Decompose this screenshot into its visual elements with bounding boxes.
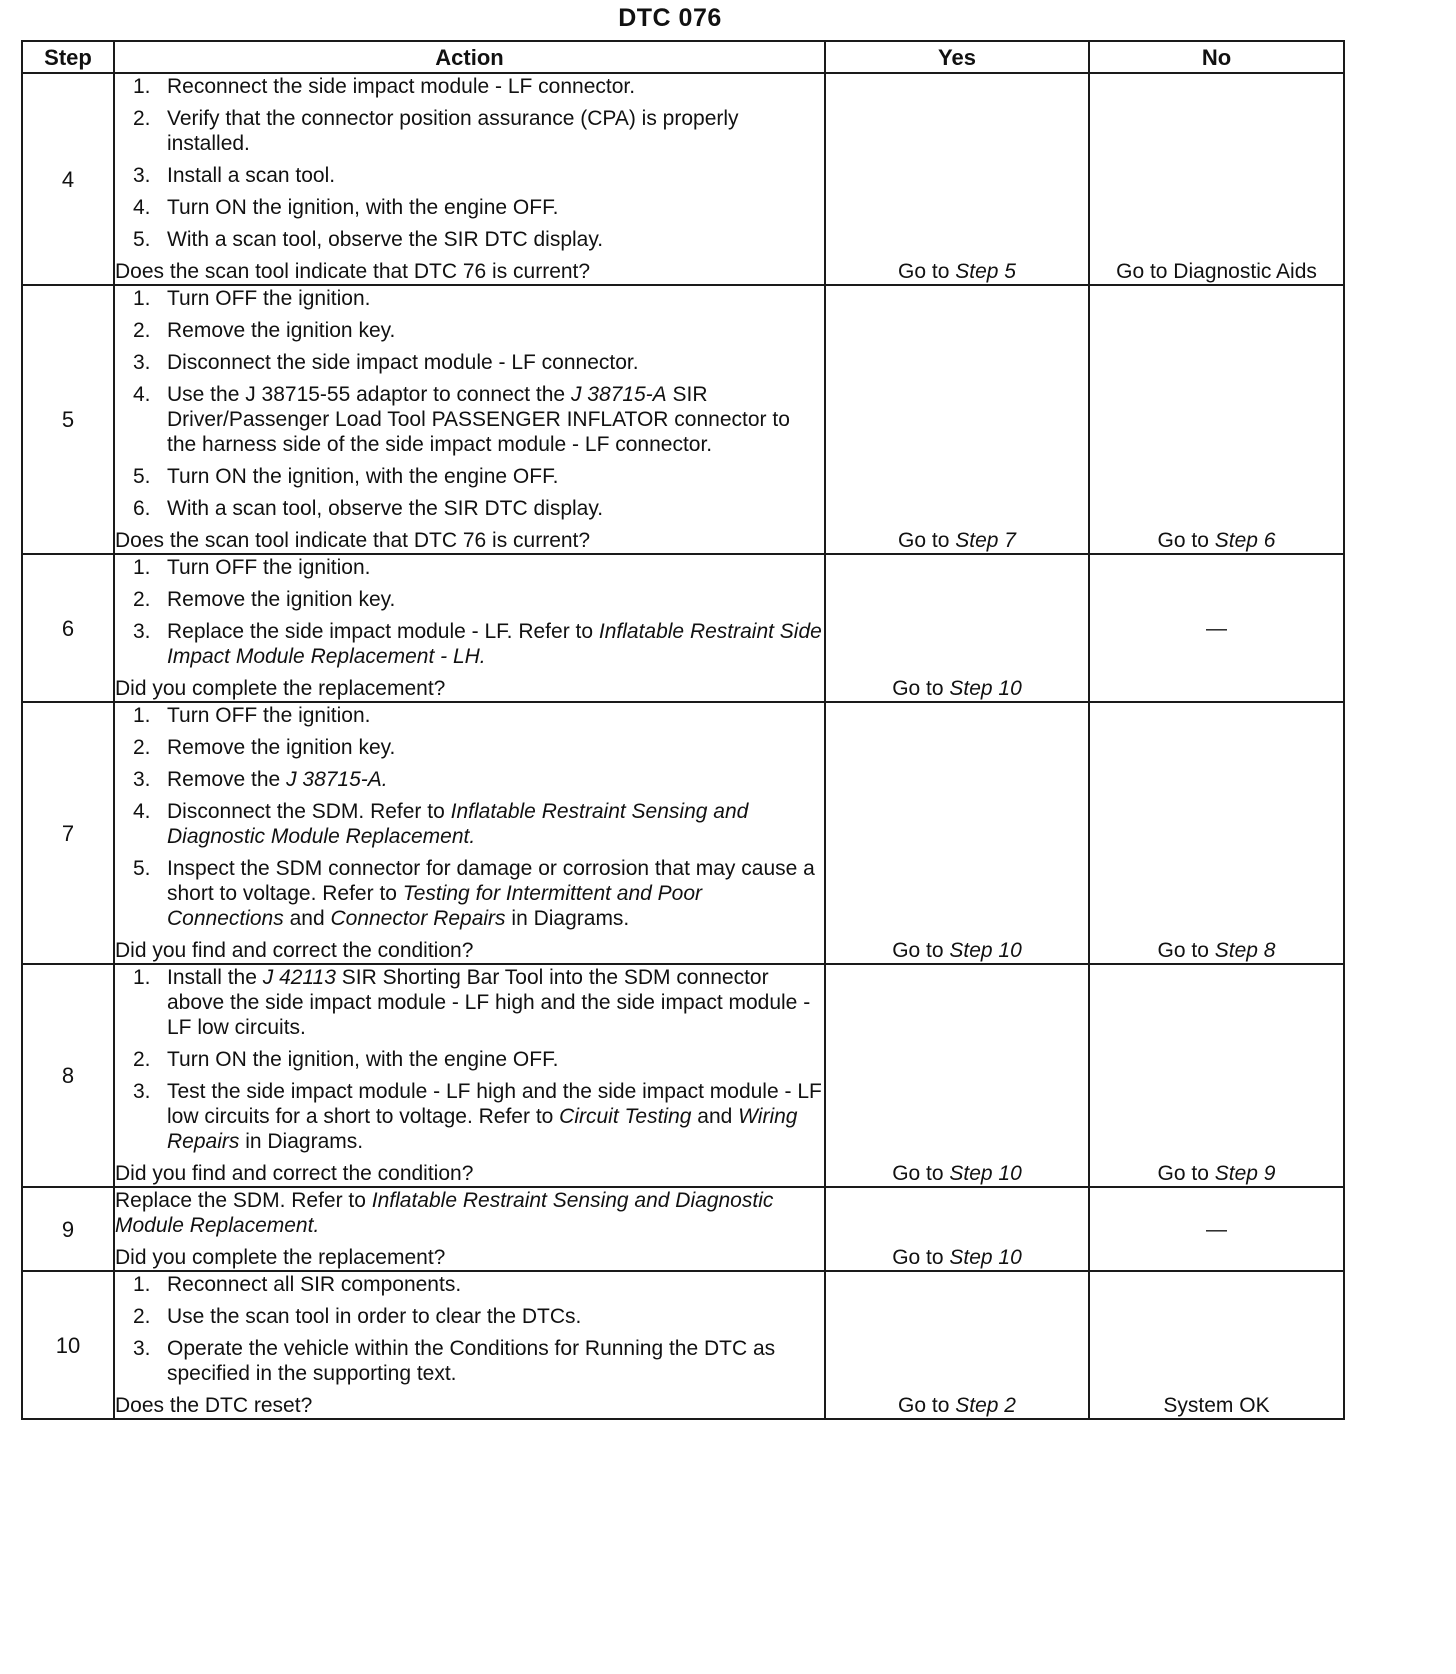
item-number: 3. (133, 351, 151, 374)
reference-text: Step 7 (955, 529, 1016, 552)
text-run: Remove the ignition key. (167, 736, 396, 759)
text-run: Remove the ignition key. (167, 319, 396, 342)
item-number: 3. (133, 164, 151, 187)
item-number: 4. (133, 800, 151, 823)
item-number: 6. (133, 497, 151, 520)
text-run: Go to Diagnostic Aids (1116, 260, 1317, 283)
item-number: 1. (133, 287, 151, 310)
reference-text: Step 2 (955, 1394, 1016, 1417)
reference-text: Circuit Testing (559, 1105, 692, 1128)
action-step-item (115, 587, 824, 612)
text-run: Go to (898, 529, 956, 552)
action-step-item (115, 163, 824, 188)
header-step: Step (22, 41, 114, 73)
action-step-item (115, 496, 824, 521)
no-result (1089, 285, 1344, 554)
text-run: Disconnect the side impact module - LF connector. (167, 351, 639, 374)
text-run: Reconnect all SIR components. (167, 1273, 462, 1296)
action-question: Does the scan tool indicate that DTC 76 is current? (115, 529, 591, 552)
action-step-item (115, 1336, 824, 1386)
header-no: No (1089, 41, 1344, 73)
action-step-item (115, 195, 824, 220)
yes-result (825, 1187, 1089, 1271)
action-step-item (115, 1272, 824, 1297)
yes-result (825, 73, 1089, 285)
yes-result (825, 554, 1089, 702)
table-row (22, 554, 1344, 702)
reference-text: Step 6 (1214, 529, 1276, 552)
action-step-item (115, 382, 824, 457)
reference-text: Connector Repairs (330, 907, 506, 930)
action-question: Does the DTC reset? (115, 1394, 313, 1417)
text-run: and (691, 1105, 739, 1128)
no-result (1089, 964, 1344, 1187)
item-number: 3. (133, 1080, 151, 1103)
text-run: Turn OFF the ignition. (167, 556, 371, 579)
action-steps-list (115, 286, 824, 521)
action-question: Did you find and correct the condition? (115, 939, 474, 962)
action-step-item (115, 1079, 824, 1154)
action-step-item (115, 619, 824, 669)
reference-text: Testing for Intermittent and Poor Connections (167, 882, 703, 930)
reference-text: Step 10 (949, 939, 1022, 962)
text-run: Operate the vehicle within the Conditions for Running the DTC as specified in the supporting text. (167, 1337, 776, 1385)
action-step-item (115, 106, 824, 156)
text-run: SIR Driver/Passenger Load Tool PASSENGER INFLATOR connector to the harness side of the side impact module - LF connector. (167, 383, 790, 456)
table-row (22, 964, 1344, 1187)
text-run: Reconnect the side impact module - LF connector. (167, 75, 636, 98)
action-question: Did you complete the replacement? (115, 677, 446, 700)
text-run: in Diagrams. (239, 1130, 364, 1153)
text-run: Verify that the connector position assurance (CPA) is properly installed. (167, 107, 739, 155)
action-step-item (115, 965, 824, 1040)
text-run: Go to (898, 260, 956, 283)
no-result (1089, 554, 1344, 702)
item-number: 1. (133, 966, 151, 989)
text-run: Turn ON the ignition, with the engine OFF. (167, 465, 559, 488)
table-row (22, 285, 1344, 554)
text-run: Go to (892, 1162, 950, 1185)
step-number: 7 (22, 702, 114, 964)
action-steps-list (115, 74, 824, 252)
item-number: 5. (133, 465, 151, 488)
step-number: 8 (22, 964, 114, 1187)
action-cell (114, 964, 825, 1187)
item-number: 2. (133, 319, 151, 342)
reference-text: Step 8 (1214, 939, 1276, 962)
item-number: 4. (133, 196, 151, 219)
action-steps-list (115, 965, 824, 1154)
action-cell (114, 702, 825, 964)
text-run: Replace the SDM. Refer to (115, 1189, 372, 1212)
item-number: 2. (133, 1048, 151, 1071)
text-run: Go to (892, 939, 950, 962)
table-row (22, 73, 1344, 285)
no-result (1089, 73, 1344, 285)
reference-text: Inflatable Restraint Sensing and Diagnostic Module Replacement. (167, 800, 749, 848)
item-number: 1. (133, 704, 151, 727)
action-question: Did you find and correct the condition? (115, 1162, 474, 1185)
text-run: Install a scan tool. (167, 164, 336, 187)
step-number: 6 (22, 554, 114, 702)
reference-text: Step 10 (949, 1162, 1022, 1185)
action-steps-list (115, 1272, 824, 1386)
table-body (22, 73, 1344, 1419)
action-step-item (115, 74, 824, 99)
action-step-item (115, 735, 824, 760)
action-step-item (115, 1304, 824, 1329)
action-step-item (115, 464, 824, 489)
table-row (22, 702, 1344, 964)
text-run: Use the scan tool in order to clear the DTCs. (167, 1305, 582, 1328)
action-steps-list (115, 555, 824, 669)
no-result (1089, 1187, 1344, 1271)
reference-text: Step 10 (949, 1246, 1022, 1269)
diagnostic-table (21, 40, 1345, 1420)
text-run: With a scan tool, observe the SIR DTC display. (167, 497, 604, 520)
action-question: Does the scan tool indicate that DTC 76 is current? (115, 260, 591, 283)
action-question: Did you complete the replacement? (115, 1246, 446, 1269)
reference-text: Inflatable Restraint Sensing and Diagnostic Module Replacement. (115, 1189, 774, 1237)
text-run: Go to (1157, 1162, 1215, 1185)
text-run: Turn OFF the ignition. (167, 287, 371, 310)
action-cell (114, 73, 825, 285)
text-run: Go to (892, 677, 950, 700)
action-step-item (115, 286, 824, 311)
reference-text: Inflatable Restraint Side Impact Module Replacement - LH. (167, 620, 822, 668)
action-step-item (115, 350, 824, 375)
text-run: With a scan tool, observe the SIR DTC display. (167, 228, 604, 251)
action-step-item (115, 227, 824, 252)
item-number: 2. (133, 736, 151, 759)
text-run: Turn ON the ignition, with the engine OFF. (167, 196, 559, 219)
document-title: DTC 076 (618, 4, 722, 32)
step-number: 10 (22, 1271, 114, 1419)
action-steps-list (115, 703, 824, 931)
reference-text: Step 10 (949, 677, 1022, 700)
item-number: 1. (133, 556, 151, 579)
text-run: Go to (1157, 939, 1215, 962)
text-run: System OK (1163, 1394, 1270, 1417)
step-number: 9 (22, 1187, 114, 1271)
table-row (22, 1271, 1344, 1419)
text-run: — (1206, 616, 1227, 640)
reference-text: J 38715-A (570, 383, 667, 406)
reference-text: Wiring Repairs (167, 1105, 798, 1153)
step-number: 4 (22, 73, 114, 285)
action-cell (114, 285, 825, 554)
item-number: 2. (133, 1305, 151, 1328)
item-number: 3. (133, 620, 151, 643)
text-run: Inspect the SDM connector for damage or corrosion that may cause a short to voltage. Refer to (167, 857, 815, 905)
text-run: Replace the side impact module - LF. Refer to (167, 620, 599, 643)
no-result (1089, 1271, 1344, 1419)
text-run: Remove the ignition key. (167, 588, 396, 611)
action-step-item (115, 767, 824, 792)
item-number: 4. (133, 383, 151, 406)
item-number: 1. (133, 75, 151, 98)
text-run: Turn OFF the ignition. (167, 704, 371, 727)
text-run: Go to (898, 1394, 956, 1417)
text-run: Remove the (167, 768, 287, 791)
reference-text: J 42113 (262, 966, 336, 989)
item-number: 1. (133, 1273, 151, 1296)
text-run: SIR Shorting Bar Tool into the SDM connector above the side impact module - LF high and the side impact module - LF low circuits. (167, 966, 811, 1039)
action-step-item (115, 555, 824, 580)
no-result (1089, 702, 1344, 964)
action-step-item (115, 318, 824, 343)
yes-result (825, 1271, 1089, 1419)
action-cell (114, 1187, 825, 1271)
item-number: 2. (133, 588, 151, 611)
action-cell (114, 1271, 825, 1419)
item-number: 5. (133, 857, 151, 880)
text-run: in Diagrams. (505, 907, 630, 930)
item-number: 3. (133, 768, 151, 791)
text-run: and (283, 907, 331, 930)
text-run: Turn ON the ignition, with the engine OFF. (167, 1048, 559, 1071)
header-yes: Yes (825, 41, 1089, 73)
item-number: 5. (133, 228, 151, 251)
text-run: Disconnect the SDM. Refer to (167, 800, 451, 823)
action-step-item (115, 703, 824, 728)
yes-result (825, 285, 1089, 554)
text-run: — (1206, 1217, 1227, 1241)
reference-text: Step 9 (1214, 1162, 1276, 1185)
header-action: Action (114, 41, 825, 73)
table-row (22, 1187, 1344, 1271)
text-run: Go to (1157, 529, 1215, 552)
reference-text: J 38715-A. (286, 768, 388, 791)
step-number: 5 (22, 285, 114, 554)
yes-result (825, 702, 1089, 964)
action-step-item (115, 799, 824, 849)
text-run: Test the side impact module - LF high and the side impact module - LF low circuits for a short to voltage. Refer to (167, 1080, 822, 1128)
item-number: 3. (133, 1337, 151, 1360)
action-step-item (115, 1047, 824, 1072)
action-cell (114, 554, 825, 702)
action-instruction (115, 1188, 824, 1238)
text-run: Go to (892, 1246, 950, 1269)
action-step-item (115, 856, 824, 931)
table-header-row (22, 41, 1344, 73)
text-run: Install the (167, 966, 263, 989)
text-run: Use the J 38715-55 adaptor to connect the (167, 383, 571, 406)
item-number: 2. (133, 107, 151, 130)
reference-text: Step 5 (955, 260, 1016, 283)
yes-result (825, 964, 1089, 1187)
